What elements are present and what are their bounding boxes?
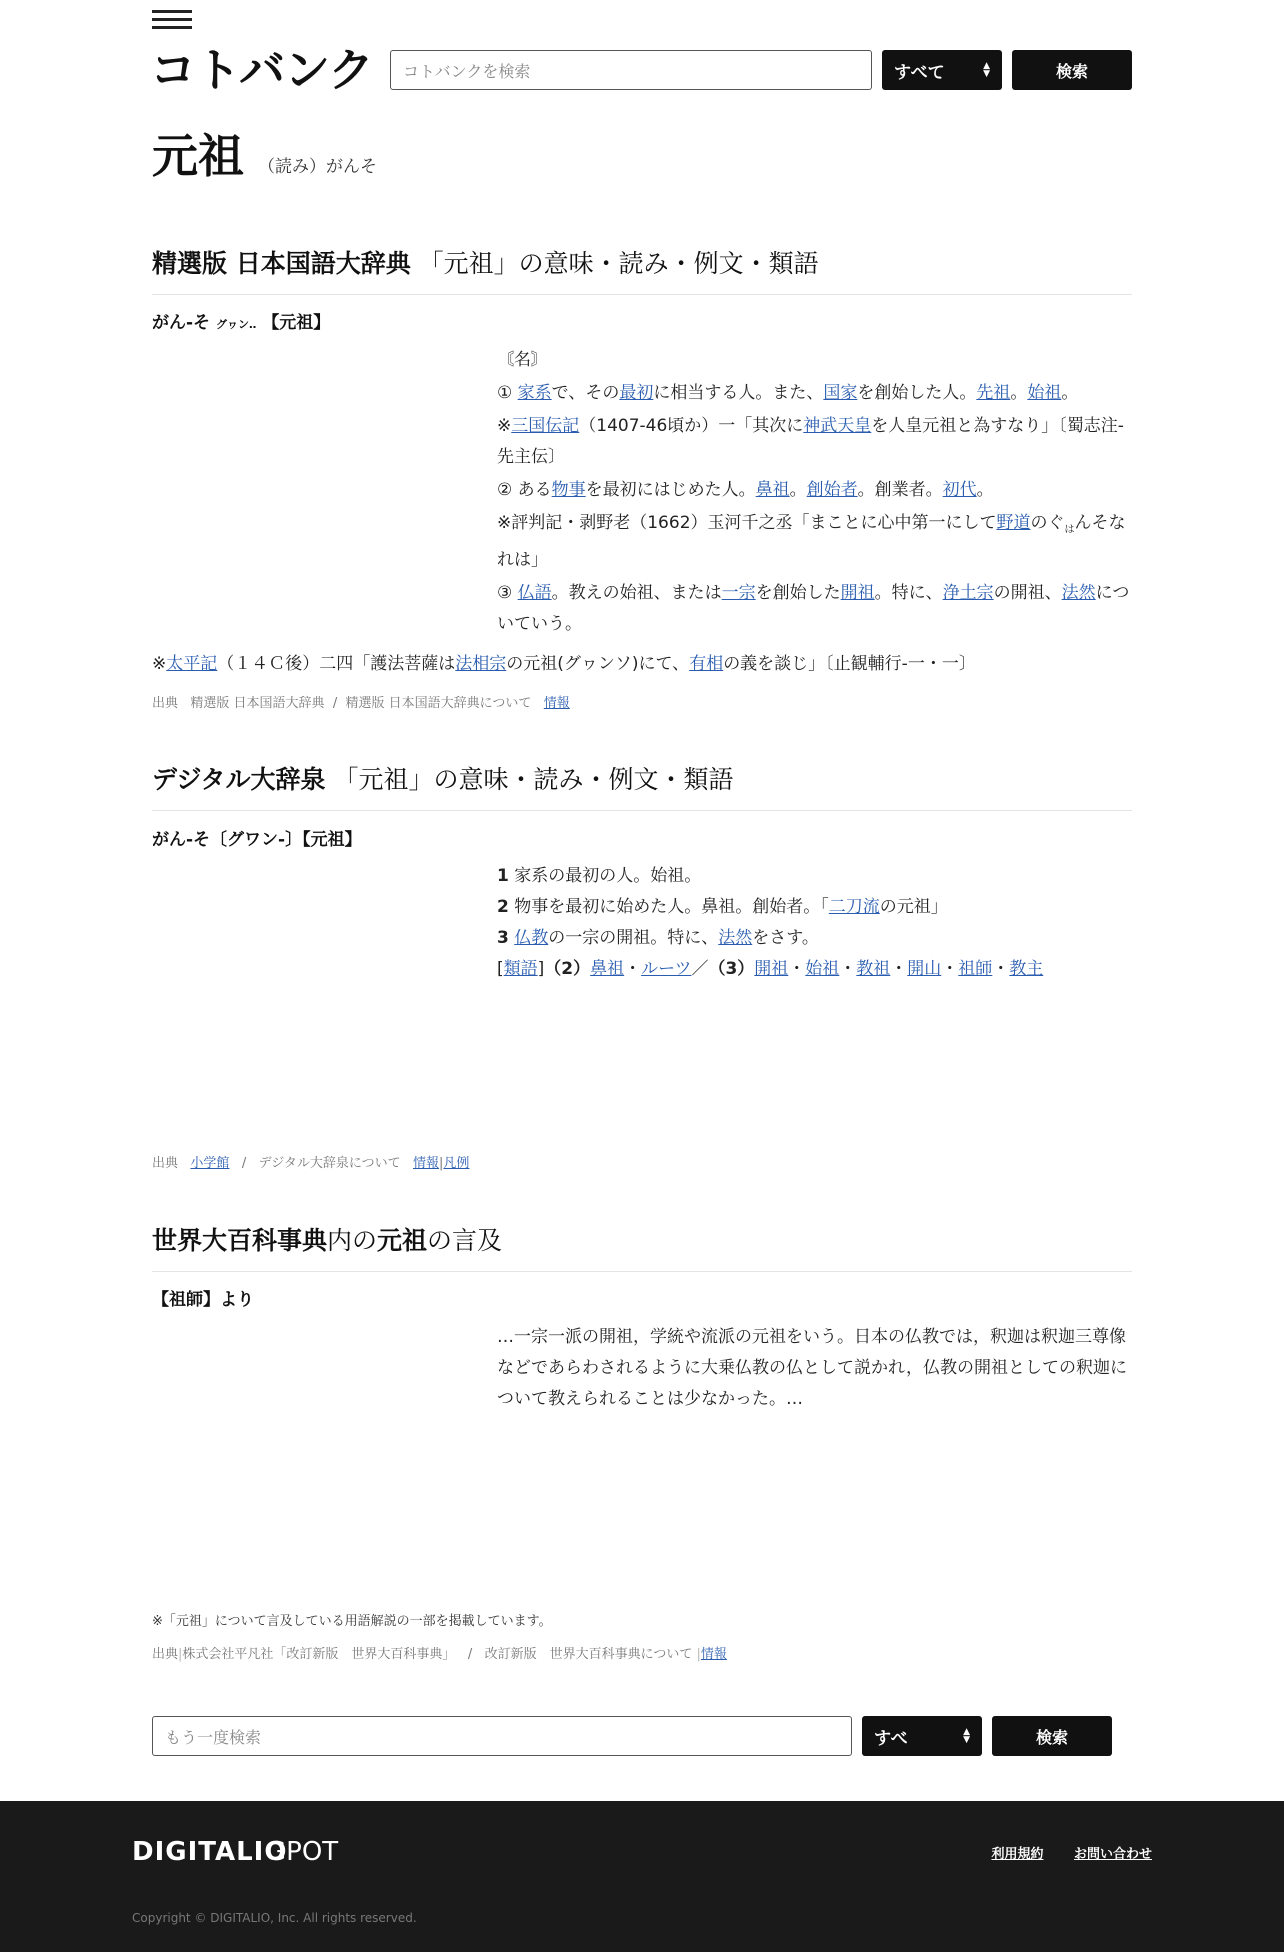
link-soshisha[interactable]: 創始者	[806, 480, 858, 500]
def-line: ※三国伝記（1407‐46頃か）一「其次に神武天皇を人皇元祖と為すなり」〔蜀志注‐先主伝〕	[497, 416, 1124, 467]
link-kakei[interactable]: 家系	[517, 383, 552, 403]
link-senzo[interactable]: 先祖	[976, 383, 1011, 403]
footer-links	[965, 1843, 1152, 1862]
dict-name: デジタル大辞泉	[152, 765, 326, 794]
search-input[interactable]	[390, 50, 872, 90]
source-info-link[interactable]: 情報	[700, 1647, 727, 1662]
syn-soshi[interactable]: 祖師	[958, 959, 993, 979]
def-line: ① 家系で、その最初に相当する人。また、国家を創始した人。先祖。始祖。	[497, 383, 1079, 403]
link-honen[interactable]: 法然	[1061, 583, 1096, 604]
syn-kyoso[interactable]: 教祖	[856, 959, 891, 979]
syn-kyoshu[interactable]: 教主	[1009, 959, 1044, 979]
bottom-search-input[interactable]	[152, 1716, 852, 1756]
dict-name: 精選版 日本国語大辞典	[152, 249, 411, 278]
link-bukkyo[interactable]: 仏教	[514, 928, 549, 948]
def-line: 2 物事を最初に始めた人。鼻祖。創始者。「二刀流の元祖」	[497, 897, 948, 917]
definition-block	[497, 861, 1132, 985]
syn-biso[interactable]: 鼻祖	[590, 959, 625, 979]
definition-block	[497, 345, 1132, 642]
excerpt-text: …一宗一派の開祖，学統や流派の元祖をいう。日本の仏教では，釈迦は釈迦三尊像などであらわされるように大乗仏教の仏として説かれ，仏教の開祖としての釈迦について教えられることは少なかった。…	[497, 1327, 1128, 1409]
link-ruigo[interactable]: 類語	[503, 959, 538, 979]
syn-shiso[interactable]: 始祖	[805, 959, 840, 979]
contact-link[interactable]: お問い合わせ	[1073, 1847, 1152, 1862]
footer	[0, 1801, 1284, 1952]
source-legend-link[interactable]: 凡例	[443, 1156, 470, 1171]
def-line: ※太平記（１４Ｃ後）二四「護法菩薩は法相宗の元祖(グヮンソ)にて、有相の義を談じ」〔止観輔行‐一・一〕	[152, 654, 976, 674]
search-button[interactable]: 検索	[1012, 50, 1132, 90]
def-line: ③ 仏語。教えの始祖、または一宗を創始した開祖。特に、浄土宗の開祖、法然についていう。	[497, 583, 1130, 635]
link-honen2[interactable]: 法然	[718, 928, 753, 948]
def-line: ※評判記・剥野老（1662）玉河千之丞「まことに心中第一にして野道のぐ$_は$んそなれは」	[497, 513, 1126, 571]
entry-yomi: （読み）がんそ	[258, 157, 377, 177]
section-title-seisen	[152, 244, 1132, 295]
source-line: 出典 精選版 日本国語大辞典 / 精選版 日本国語大辞典について 情報	[152, 696, 570, 711]
link-kokka[interactable]: 国家	[823, 383, 858, 403]
entry-word: 元祖	[152, 129, 244, 183]
source-publisher-link[interactable]: 小学館	[190, 1156, 230, 1171]
section-title-rest: 「元祖」の意味・読み・例文・類語	[333, 765, 734, 794]
syn-kaisan[interactable]: 開山	[907, 959, 942, 979]
link-biso[interactable]: 鼻祖	[755, 480, 790, 500]
updown-icon: ▲ ▼	[983, 61, 990, 79]
def-line: 3 仏教の一宗の開祖。特に、法然をさす。	[497, 928, 819, 948]
headword-kana: グヮン‥	[215, 318, 257, 331]
headword: がん‐そ〔グワン‐〕【元祖】	[152, 830, 362, 850]
link-uso[interactable]: 有相	[689, 654, 724, 674]
link-isshu[interactable]: 一宗	[721, 583, 756, 604]
link-nitoryu[interactable]: 二刀流	[828, 897, 880, 917]
link-yado[interactable]: 野道	[996, 513, 1031, 533]
link-jodoshu[interactable]: 浄土宗	[942, 583, 994, 604]
source-info-link[interactable]: 情報	[413, 1156, 440, 1171]
headword-reading: がん‐そ	[152, 313, 211, 333]
link-kaiso[interactable]: 開祖	[840, 583, 875, 604]
part-of-speech: 〘名〙	[497, 350, 548, 370]
terms-link[interactable]: 利用規約	[991, 1847, 1044, 1862]
menu-icon[interactable]	[152, 10, 192, 30]
def-line: ② ある物事を最初にはじめた人。鼻祖。創始者。創業者。初代。	[497, 480, 994, 500]
subhead: 【祖師】より	[152, 1290, 254, 1310]
search-scope-select[interactable]	[882, 50, 1002, 90]
bottom-scope-select[interactable]	[862, 1716, 982, 1756]
search-placeholder: コトバンクを検索	[403, 61, 531, 81]
link-hossoshu[interactable]: 法相宗	[455, 654, 507, 674]
entry-title	[152, 120, 377, 186]
section-title-sekai: 世界大百科事典内の元祖の言及	[152, 1221, 1132, 1272]
site-logo[interactable]: コトバンク	[150, 43, 374, 97]
link-butsugo[interactable]: 仏語	[517, 583, 552, 604]
synonyms-line: [類語]（2）鼻祖・ルーツ／（3）開祖・始祖・教祖・開山・祖師・教主	[497, 959, 1044, 979]
link-monogoto[interactable]: 物事	[551, 480, 586, 500]
bottom-search-placeholder: もう一度検索	[165, 1727, 262, 1747]
def-line: 1 家系の最初の人。始祖。	[497, 866, 702, 886]
link-shiso[interactable]: 始祖	[1027, 383, 1062, 403]
headword	[152, 308, 330, 333]
link-shodai[interactable]: 初代	[942, 480, 977, 500]
bottom-search-button[interactable]: 検索	[992, 1716, 1112, 1756]
updown-icon: ▲ ▼	[963, 1727, 970, 1745]
source-line: 出典 小学館 / デジタル大辞泉について 情報|凡例	[152, 1156, 470, 1171]
digitalio-logo[interactable]: DIGITALIO	[132, 1837, 288, 1867]
link-saisho[interactable]: 最初	[619, 383, 654, 403]
scope-label: すべて	[894, 62, 945, 83]
source-line: 出典|株式会社平凡社「改訂新版 世界大百科事典」 / 改訂新版 世界大百科事典について |情報	[152, 1647, 727, 1662]
source-info-link[interactable]: 情報	[543, 696, 570, 711]
section-title-daijisen	[152, 760, 1132, 811]
scope-label: すべ	[874, 1728, 908, 1749]
syn-kaiso[interactable]: 開祖	[754, 959, 789, 979]
mention-note: ※「元祖」について言及している用語解説の一部を掲載しています。	[152, 1614, 552, 1629]
headword-kanji: 【元祖】	[262, 313, 331, 333]
link-jimmu[interactable]: 神武天皇	[803, 416, 872, 436]
syn-roots[interactable]: ルーツ	[641, 959, 692, 979]
copyright: Copyright © DIGITALIO, Inc. All rights reserved.	[132, 1911, 417, 1925]
gpot-logo[interactable]: GPOT	[266, 1837, 339, 1867]
section-title-rest: 「元祖」の意味・読み・例文・類語	[418, 249, 819, 278]
link-sangokudenki[interactable]: 三国伝記	[511, 416, 580, 436]
link-taiheiki[interactable]: 太平記	[166, 654, 218, 674]
